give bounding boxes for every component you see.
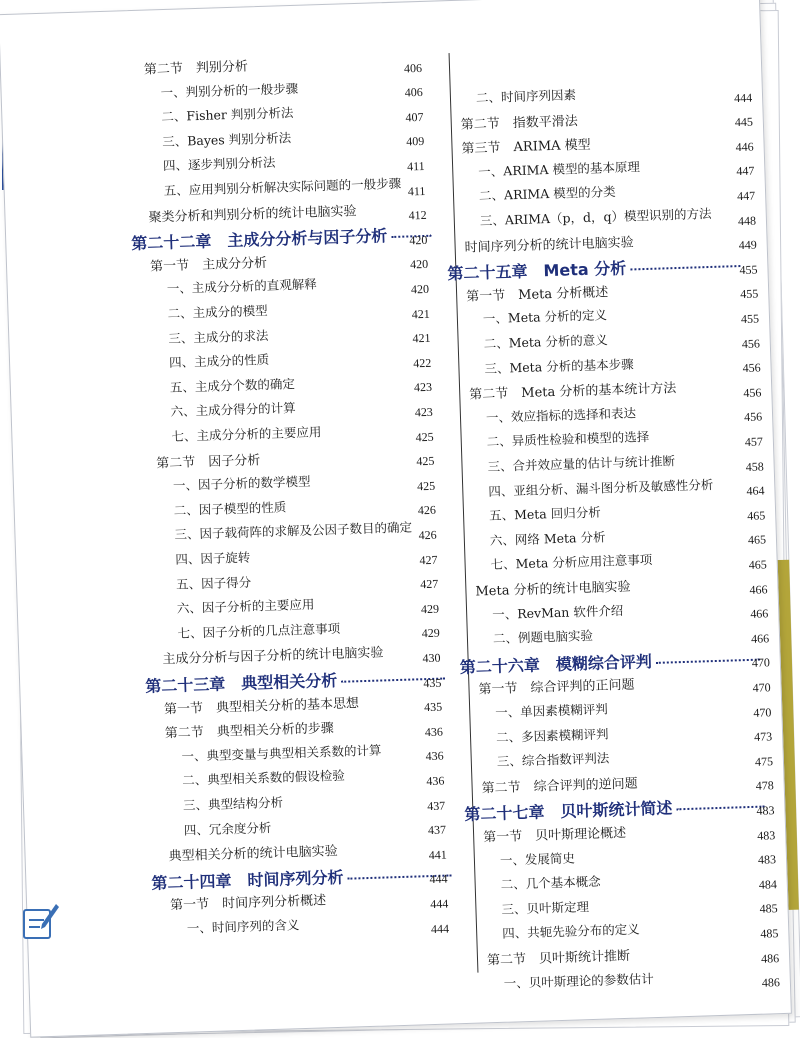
page-number: 466 <box>750 631 770 646</box>
entry-title: 三、典型结构分析 <box>182 794 284 813</box>
entry-title: 第一节 时间序列分析概述 <box>169 893 327 914</box>
column-divider <box>449 53 479 973</box>
entry-title: 二、时间序列因素 <box>475 87 577 106</box>
entry-title: 第二节 因子分析 <box>156 452 261 472</box>
entry-title: Meta 分析的统计电脑实验 <box>475 579 631 600</box>
entry-title: 第二十三章 典型相关分析 <box>144 670 338 696</box>
page-number: 411 <box>407 183 426 199</box>
entry-title: 五、Meta 回归分析 <box>488 504 601 524</box>
entry-title: 第一节 主成分分析 <box>149 255 268 275</box>
page-number: 478 <box>755 778 774 794</box>
page-number: 420 <box>410 281 430 297</box>
entry-title: 一、Meta 分析的定义 <box>482 307 608 327</box>
page-number: 470 <box>751 655 771 671</box>
page-number: 406 <box>404 85 423 100</box>
page-number: 425 <box>415 429 434 444</box>
entry-title: 二、典型相关系数的假设检验 <box>182 768 345 789</box>
page-number: 436 <box>424 724 444 739</box>
page-number: 475 <box>754 754 774 769</box>
entry-title: 一、效应指标的选择和表达 <box>485 405 637 425</box>
page-number: 455 <box>740 286 759 302</box>
page-number: 446 <box>735 139 754 154</box>
entry-title: 一、因子分析的数学模型 <box>172 473 311 494</box>
page-number: 465 <box>747 508 766 523</box>
page-number: 426 <box>418 527 437 543</box>
leader-dots <box>676 806 764 811</box>
page-number: 423 <box>414 404 434 420</box>
page-number: 423 <box>413 380 433 395</box>
page-number: 486 <box>761 975 781 990</box>
entry-title: 三、主成分的求法 <box>168 327 269 346</box>
entry-title: 二、例题电脑实验 <box>492 628 594 647</box>
page-number: 447 <box>736 188 756 204</box>
page-number: 464 <box>746 483 765 499</box>
page-number: 429 <box>420 601 440 617</box>
page-number: 455 <box>740 311 760 327</box>
entry-title: 一、时间序列的含义 <box>186 917 300 936</box>
entry-title: 一、贝叶斯理论的参数估计 <box>503 970 654 991</box>
page-number: 483 <box>756 803 775 818</box>
entry-title: 五、应用判别分析解决实际问题的一般步骤 <box>163 175 402 199</box>
entry-title: 第二十二章 主成分分析与因子分析 <box>131 226 388 254</box>
entry-title: 三、因子载荷阵的求解及公因子数目的确定 <box>174 519 413 543</box>
entry-title: 四、主成分的性质 <box>168 352 270 371</box>
page-number: 470 <box>753 704 772 720</box>
page-number: 466 <box>750 606 769 622</box>
page-number: 444 <box>429 871 448 887</box>
page-number: 455 <box>739 262 758 277</box>
entry-title: 典型相关分析的统计电脑实验 <box>168 844 338 865</box>
entry-title: 一、ARIMA 模型的基本原理 <box>478 158 641 180</box>
page-number: 435 <box>423 675 442 690</box>
entry-title: 第二节 综合评判的逆问题 <box>481 776 638 797</box>
entry-title: 二、多因素模糊评判 <box>495 725 609 745</box>
entry-title: 第二十七章 贝叶斯统计简述 <box>464 798 673 825</box>
page-number: 456 <box>741 336 761 351</box>
page-number: 483 <box>757 827 776 843</box>
page-number: 412 <box>408 208 427 223</box>
entry-title: 三、ARIMA（p，d，q）模型识别的方法 <box>479 205 712 229</box>
entry-title: 三、综合指数评判法 <box>496 750 610 770</box>
page-number: 406 <box>403 60 423 76</box>
page-number: 420 <box>409 257 429 272</box>
page-number: 444 <box>430 921 450 936</box>
entry-title: 六、因子分析的主要应用 <box>176 596 315 617</box>
entry-title: 一、RevMan 软件介绍 <box>491 602 624 622</box>
page-number: 407 <box>405 109 424 125</box>
leader-dots <box>630 265 740 270</box>
entry-title: 时间序列分析的统计电脑实验 <box>464 234 634 256</box>
pencil-icon <box>20 898 60 942</box>
leader-dots <box>656 658 760 663</box>
entry-title: 第二节 判别分析 <box>143 59 249 78</box>
page-number: 422 <box>413 355 432 371</box>
entry-title: 五、主成分个数的确定 <box>169 375 296 395</box>
entry-title: 四、逐步判别分析法 <box>162 154 276 174</box>
entry-title: 第一节 Meta 分析概述 <box>465 284 609 305</box>
entry-title: 第一节 贝叶斯理论概述 <box>482 825 627 846</box>
page-number: 465 <box>748 557 767 572</box>
page-number: 465 <box>747 532 767 548</box>
page-number: 441 <box>428 847 447 862</box>
page-number: 437 <box>427 822 447 838</box>
entry-title: 主成分分析与因子分析的统计电脑实验 <box>162 645 384 668</box>
page-number: 485 <box>760 926 779 941</box>
entry-title: 六、网络 Meta 分析 <box>489 529 606 548</box>
entry-title: 第二十六章 模糊综合评判 <box>459 651 653 677</box>
entry-title: 六、主成分得分的计算 <box>170 400 296 420</box>
page-number: 473 <box>753 729 773 745</box>
right-column <box>439 0 781 991</box>
entry-title: 第二十五章 Meta 分析 <box>447 258 627 284</box>
page-number: 430 <box>422 650 441 666</box>
page-number: 427 <box>420 576 439 592</box>
entry-title: 第一节 典型相关分析的基本思想 <box>163 695 360 717</box>
page-number: 444 <box>733 90 753 105</box>
entry-title: 四、冗余度分析 <box>183 819 272 838</box>
section-entry <box>144 50 426 78</box>
entry-title: 第一节 综合评判的正问题 <box>478 677 635 698</box>
page-number: 426 <box>417 503 437 518</box>
entry-title: 一、单因素模糊评判 <box>495 701 608 720</box>
subsection-entry <box>476 80 742 106</box>
left-column <box>124 1 450 936</box>
page-number: 444 <box>430 896 449 912</box>
page-number: 435 <box>423 699 443 715</box>
entry-title: 一、主成分分析的直观解释 <box>166 276 317 297</box>
entry-title: 二、ARIMA 模型的分类 <box>478 184 616 204</box>
page-number: 411 <box>406 158 425 174</box>
entry-title: 七、主成分分析的主要应用 <box>171 424 322 444</box>
page-number: 409 <box>406 134 425 149</box>
page-number: 425 <box>416 453 435 469</box>
entry-title: 三、Meta 分析的基本步骤 <box>484 356 634 376</box>
entry-title: 一、典型变量与典型相关系数的计算 <box>181 742 382 764</box>
page-number: 445 <box>734 114 754 130</box>
entry-title: 二、主成分的模型 <box>167 302 268 322</box>
entry-title: 第二节 典型相关分析的步骤 <box>164 721 334 742</box>
page-number: 483 <box>757 852 777 867</box>
page-number: 421 <box>412 330 431 346</box>
entry-title: 七、因子分析的几点注意事项 <box>177 620 341 641</box>
page-number: 485 <box>759 901 778 917</box>
page-number: 456 <box>743 409 763 425</box>
page-number: 447 <box>736 163 755 179</box>
entry-title: 二、几个基本概念 <box>500 873 601 893</box>
entry-title: 七、Meta 分析应用注意事项 <box>490 552 653 573</box>
page-number: 486 <box>760 950 780 966</box>
entry-title: 二、因子模型的性质 <box>173 499 287 518</box>
entry-title: 五、因子得分 <box>175 574 252 592</box>
page-number: 456 <box>742 360 761 376</box>
entry-title: 二、Fisher 判别分析法 <box>161 105 294 125</box>
entry-title: 三、贝叶斯定理 <box>501 898 590 917</box>
entry-title: 聚类分析和判别分析的统计电脑实验 <box>148 203 357 226</box>
page-number: 429 <box>421 626 440 641</box>
page-number: 456 <box>743 385 762 400</box>
entry-title: 一、发展简史 <box>499 850 576 868</box>
page-number: 421 <box>411 306 430 321</box>
page-number: 436 <box>426 773 445 789</box>
entry-title: 四、共轭先验分布的定义 <box>502 921 640 942</box>
entry-title: 第二节 贝叶斯统计推断 <box>486 948 631 969</box>
page-number: 427 <box>419 552 438 567</box>
page-number: 448 <box>737 213 757 228</box>
page-number: 458 <box>745 458 764 474</box>
entry-title: 二、异质性检验和模型的选择 <box>486 429 650 450</box>
entry-title: 四、亚组分析、漏斗图分析及敏感性分析 <box>488 476 714 499</box>
page-number: 470 <box>752 680 771 695</box>
entry-title: 第二节 Meta 分析的基本统计方法 <box>469 381 677 403</box>
page-number: 420 <box>409 232 428 248</box>
entry-title: 第二节 指数平滑法 <box>460 113 579 133</box>
page-number: 457 <box>744 434 764 449</box>
page-number: 437 <box>426 798 446 813</box>
entry-title: 第三节 ARIMA 模型 <box>461 137 591 157</box>
entry-title: 三、合并效应量的估计与统计推断 <box>487 453 676 475</box>
entry-title: 第二十四章 时间序列分析 <box>151 867 344 893</box>
page-number: 436 <box>425 748 444 764</box>
entry-title: 二、Meta 分析的意义 <box>483 332 609 352</box>
page-number: 484 <box>758 876 778 892</box>
entry-title: 三、Bayes 判别分析法 <box>161 129 292 149</box>
page-number: 449 <box>738 237 757 253</box>
entry-title: 一、判别分析的一般步骤 <box>160 80 299 100</box>
page-number: 425 <box>416 478 436 494</box>
page-number: 466 <box>749 581 768 597</box>
entry-title: 四、因子旋转 <box>175 549 251 567</box>
